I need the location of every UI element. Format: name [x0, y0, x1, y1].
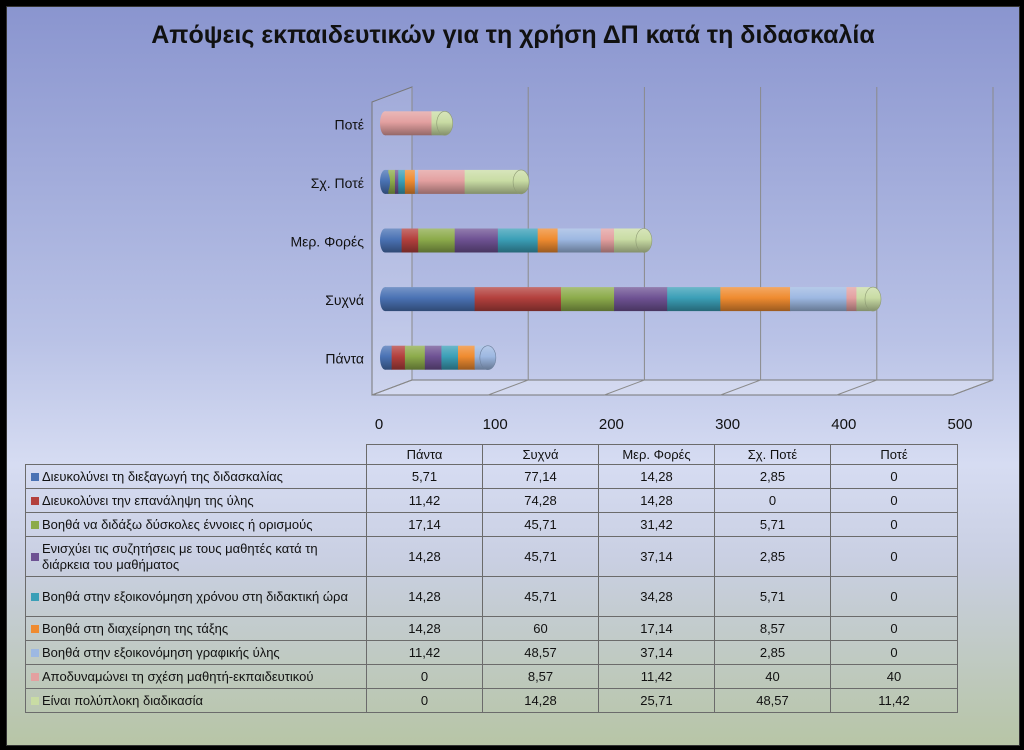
bar-segment-c1-s0	[385, 287, 475, 311]
bar-segment-c1-s3	[614, 287, 668, 311]
table-cell: 0	[831, 577, 958, 617]
bar-start-c2	[380, 229, 390, 253]
table-cell: 5,71	[715, 577, 831, 617]
stacked-bar-chart	[7, 7, 1019, 437]
table-cell: 11,42	[599, 665, 715, 689]
table-cell: 77,14	[483, 465, 599, 489]
table-cell: 14,28	[599, 465, 715, 489]
bar-segment-c0-s3	[425, 346, 442, 370]
series-name: Βοηθά να διδάξω δύσκολες έννοιες ή ορισμούς	[42, 516, 313, 532]
table-cell: 14,28	[367, 617, 483, 641]
legend-swatch	[31, 593, 39, 601]
legend-swatch	[31, 625, 39, 633]
y-category-label-3: Σχ. Ποτέ	[310, 174, 364, 191]
bar-segment-c1-s5	[720, 287, 790, 311]
chart-title: Απόψεις εκπαιδευτικών για τη χρήση ΔΠ κατά τη διδασκαλία	[151, 21, 875, 49]
bar-segment-c3-s3	[395, 170, 399, 194]
x-tick-label-1: 100	[482, 416, 508, 433]
series-name: Αποδυναμώνει τη σχέση μαθητή-εκπαιδευτικού	[42, 668, 314, 684]
table-cell: 5,71	[715, 513, 831, 537]
series-name: Είναι πολύπλοκη διαδικασία	[42, 692, 204, 708]
bar-segment-c0-s1	[392, 346, 406, 370]
x-tick-label-3: 300	[715, 416, 741, 433]
table-cell: 0	[715, 489, 831, 513]
table-cell: 0	[831, 537, 958, 577]
table-cell: 2,85	[715, 641, 831, 665]
table-cell: 11,42	[831, 689, 958, 713]
table-cell: 37,14	[599, 641, 715, 665]
x-tick-label-5: 500	[947, 416, 973, 433]
table-header-1: Συχνά	[483, 445, 599, 465]
bar-segment-c3-s4	[398, 170, 405, 194]
table-cell: 60	[483, 617, 599, 641]
table-cell: 11,42	[367, 641, 483, 665]
legend-swatch	[31, 673, 39, 681]
bar-segment-c0-s4	[441, 346, 458, 370]
bar-start-c3	[380, 170, 390, 194]
series-name: Διευκολύνει την επανάληψη της ύλης	[42, 492, 254, 508]
table-cell: 34,28	[599, 577, 715, 617]
table-cell: 45,71	[483, 513, 599, 537]
table-cell: 0	[831, 513, 958, 537]
bar-segment-c2-s4	[498, 229, 538, 253]
series-name: Διευκολύνει τη διεξαγωγή της διδασκαλίας	[42, 468, 283, 484]
table-row	[26, 465, 958, 489]
table-cell: 31,42	[599, 513, 715, 537]
series-legend-cell	[26, 513, 367, 537]
table-cell: 37,14	[599, 537, 715, 577]
table-cell: 2,85	[715, 537, 831, 577]
table-cell: 0	[831, 465, 958, 489]
bar-segment-c0-s5	[458, 346, 475, 370]
table-header-row	[26, 445, 958, 465]
table-cell: 45,71	[483, 577, 599, 617]
table-cell: 48,57	[483, 641, 599, 665]
series-legend-cell	[26, 537, 367, 577]
series-legend-cell	[26, 665, 367, 689]
data-table	[25, 444, 958, 713]
y-category-label-4: Ποτέ	[334, 116, 364, 133]
table-cell: 5,71	[367, 465, 483, 489]
table-row	[26, 577, 958, 617]
legend-swatch	[31, 697, 39, 705]
bar-segment-c3-s6	[415, 170, 419, 194]
table-cell: 14,28	[599, 489, 715, 513]
series-name: Βοηθά στην εξοικονόμηση γραφικής ύλης	[42, 644, 280, 660]
table-cell: 48,57	[715, 689, 831, 713]
table-cell: 14,28	[367, 537, 483, 577]
legend-swatch	[31, 521, 39, 529]
table-row	[26, 689, 958, 713]
table-row	[26, 617, 958, 641]
bar-segment-c1-s2	[561, 287, 615, 311]
table-cell: 0	[367, 665, 483, 689]
series-legend-cell	[26, 689, 367, 713]
bar-segment-c4-s7	[385, 111, 432, 135]
series-legend-cell	[26, 577, 367, 617]
table-cell: 45,71	[483, 537, 599, 577]
bar-segment-c2-s2	[418, 229, 455, 253]
bar-start-c0	[380, 346, 390, 370]
table-corner	[26, 445, 367, 465]
legend-swatch	[31, 473, 39, 481]
bar-segment-c2-s5	[538, 229, 558, 253]
series-name: Ενισχύει τις συζητήσεις με τους μαθητές κατά τη διάρκεια του μαθήματος	[42, 540, 318, 572]
legend-swatch	[31, 649, 39, 657]
legend-swatch	[31, 553, 39, 561]
bar-segment-c3-s5	[405, 170, 415, 194]
bar-segment-c2-s6	[558, 229, 602, 253]
x-tick-label-0: 0	[374, 416, 384, 433]
table-header-2: Μερ. Φορές	[599, 445, 715, 465]
bar-cap-c3	[513, 170, 529, 194]
y-category-label-2: Μερ. Φορές	[290, 233, 364, 250]
bar-segment-c1-s4	[667, 287, 721, 311]
table-cell: 11,42	[367, 489, 483, 513]
bar-segment-c2-s1	[402, 229, 419, 253]
table-cell: 0	[831, 489, 958, 513]
bar-cap-c2	[636, 229, 652, 253]
series-name: Βοηθά στη διαχείρηση της τάξης	[42, 620, 229, 636]
series-legend-cell	[26, 489, 367, 513]
bar-segment-c2-s3	[455, 229, 499, 253]
bar-segment-c1-s7	[846, 287, 856, 311]
table-cell: 74,28	[483, 489, 599, 513]
series-legend-cell	[26, 617, 367, 641]
table-row	[26, 665, 958, 689]
table-cell: 40	[831, 665, 958, 689]
table-cell: 25,71	[599, 689, 715, 713]
bar-cap-c0	[480, 346, 496, 370]
bar-cap-c4	[437, 111, 453, 135]
table-cell: 0	[831, 641, 958, 665]
bar-segment-c1-s6	[790, 287, 847, 311]
table-row	[26, 641, 958, 665]
table-cell: 17,14	[599, 617, 715, 641]
series-legend-cell	[26, 465, 367, 489]
table-header-0: Πάντα	[367, 445, 483, 465]
bar-segment-c3-s7	[418, 170, 465, 194]
floor	[372, 380, 993, 395]
bar-segment-c2-s7	[601, 229, 615, 253]
table-cell: 8,57	[483, 665, 599, 689]
bar-cap-c1	[865, 287, 881, 311]
y-category-label-0: Πάντα	[325, 350, 364, 367]
bar-segment-c0-s2	[405, 346, 425, 370]
table-header-4: Ποτέ	[831, 445, 958, 465]
table-cell: 0	[367, 689, 483, 713]
table-cell: 17,14	[367, 513, 483, 537]
table-header-3: Σχ. Ποτέ	[715, 445, 831, 465]
table-row	[26, 513, 958, 537]
table-cell: 40	[715, 665, 831, 689]
series-name: Βοηθά στην εξοικονόμηση χρόνου στη διδακτική ώρα	[42, 588, 348, 604]
bar-segment-c1-s1	[475, 287, 562, 311]
chart-frame	[6, 6, 1020, 746]
x-tick-label-2: 200	[598, 416, 624, 433]
table-row	[26, 537, 958, 577]
y-category-label-1: Συχνά	[325, 292, 364, 309]
table-cell: 0	[831, 617, 958, 641]
bar-start-c1	[380, 287, 390, 311]
table-row	[26, 489, 958, 513]
table-cell: 2,85	[715, 465, 831, 489]
bar-start-c4	[380, 111, 390, 135]
table-cell: 14,28	[367, 577, 483, 617]
x-tick-label-4: 400	[831, 416, 857, 433]
legend-swatch	[31, 497, 39, 505]
table-cell: 14,28	[483, 689, 599, 713]
table-cell: 8,57	[715, 617, 831, 641]
series-legend-cell	[26, 641, 367, 665]
